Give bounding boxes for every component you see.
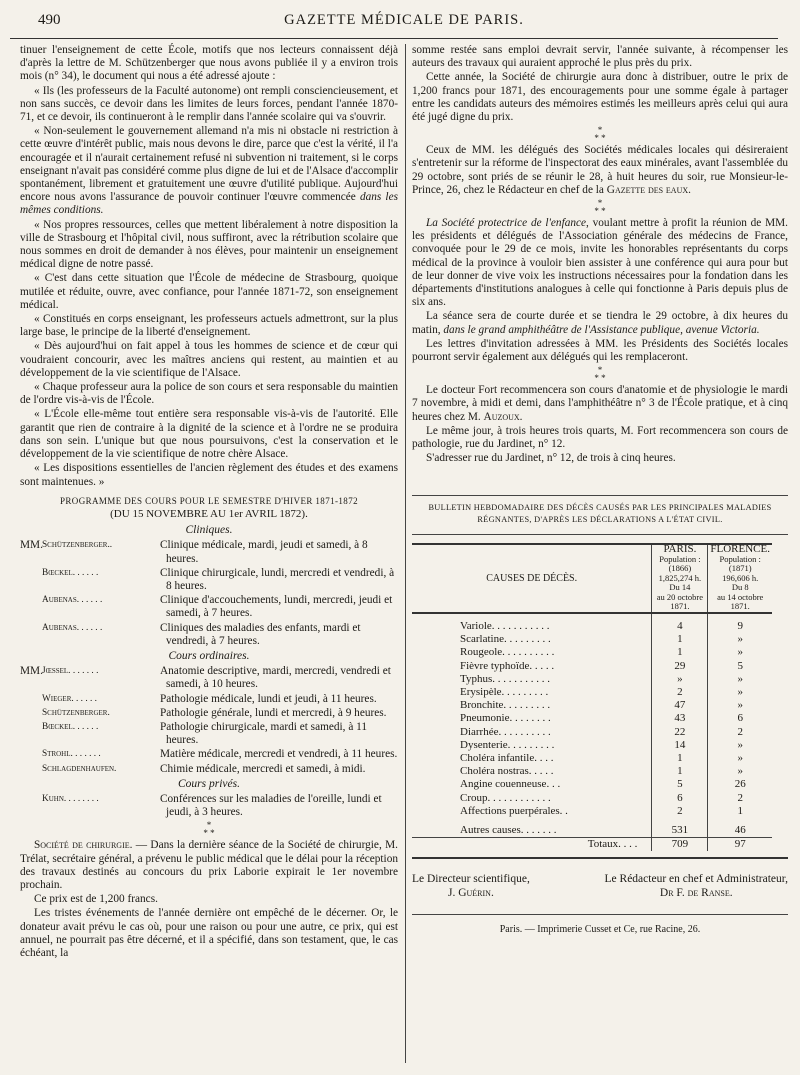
table-row [412,660,772,673]
text-run: La séance sera de courte durée et se tiendra le 29 octobre, à dix heures du matin, [412,310,788,336]
paris-cell: 22 [652,726,708,739]
course-description: Pathologie médicale, lundi et jeudi, à 11 heures. [160,692,377,705]
paris-header [652,544,708,613]
course-description: Cliniques des maladies des enfants, mardi et vendredi, à 7 heures. [160,621,361,647]
professor-name: Schützenberger.. [42,540,113,551]
table-row [412,646,772,659]
text-run: « Non-seulement le gouvernement allemand n'a mis ni obstacle ni restriction à cette œuvre d'intérêt public, mais nous devons le dire, parce que c'est la vérité, il l'a encouragée et il n'aurait certainement refusé ni subvention ni traitement, si le corps enseignant n'avait pas considéré comme plus digne de lui et de l'Alsace d'accomplir spontanément, librement et gratuitement une œuvre d'utilité publique. Aujourd'hui encore nous avons l'assurance de pouvoir continuer l'œuvre commencée [20,125,398,204]
separator-stars: * * * [594,125,606,144]
header-info-line: au 14 octobre [717,591,764,602]
florence-title: FLORENCE. [710,543,770,556]
paragraph: « Nos propres ressources, celles que mettent libéralement à notre disposition la ville de Strasbourg et l'hôpital civil, nous suffiront, avec la rétribution scolaire que nous sommes en droit de demander à nos élèves, pour maintenir un enseignement médical digne de notre passé. [20,218,398,271]
paragraph [412,384,788,424]
paris-cell: 1 [652,633,708,646]
professor-name: Jœssel. . . . . . . [42,666,99,677]
table-row [412,699,772,712]
professor-name: Bœckel. . . . . . [42,567,99,578]
course-description: Chimie médicale, mercredi et samedi, à midi. [160,762,366,775]
paragraph: « Constitués en corps enseignant, les professeurs actuels admettront, sur la plus large base, le principe de la liberté d'enseignement. [20,313,398,339]
professor-name: Aubenas. . . . . . [42,595,103,606]
cause-cell: Typhus. . . . . . . . . . . [460,672,550,685]
signatures [412,873,788,899]
deaths-table [412,543,772,851]
table-row [412,613,772,633]
paris-cell: 1 [652,646,708,659]
bulletin-title [412,502,788,526]
separator-stars: * * * [594,198,606,217]
signature-editor [605,873,788,899]
florence-info [710,555,770,612]
course-row [20,665,398,691]
small-caps-text: Auzoux. [483,410,523,423]
florence-cell: » [708,686,772,699]
mm-label [20,594,42,620]
table-row [412,792,772,805]
paragraph: Les lettres d'invitation adressées à MM. les Présidents des Sociétés locales pourront servir également aux délégués qui les remplaceront. [412,337,788,364]
mm-label [20,793,42,819]
cause-cell: Dysenterie. . . . . . . . . [460,738,555,751]
signature-name: Dr F. de Ranse. [659,886,733,899]
florence-cell: 2 [708,792,772,805]
course-list-ordinaires [20,665,398,776]
paragraph: Le même jour, à trois heures trois quarts, M. Fort recommencera son cours de pathologie, rue du Jardinet, n° 12. [412,424,788,451]
florence-cell: » [708,752,772,765]
table-row [412,633,772,646]
florence-cell: 5 [708,660,772,673]
section-heading-ordinaires: Cours ordinaires. [168,649,250,662]
header-info-line: (1871) [728,563,752,574]
cause-cell: Angine couenneuse. . . [460,778,561,791]
signature-name: J. Guérin. [447,886,494,899]
paragraph: Les tristes événements de l'année dernière ont empêché de le décerner. Or, le donateur avait prévu le cas où, pour une raison ou pour une autre, ce prix, qui est annuel, ne pourrait pas être décerné, et il a spécifié, dans son testament, que, le cas échéant, la [20,907,398,959]
signature-title: Le Rédacteur en chef et Administrateur, [604,873,788,886]
header-info-line: au 20 octobre [656,591,704,602]
table-row [412,739,772,752]
florence-cell: » [708,739,772,752]
right-column [412,44,788,936]
bulletin-title-line: BULLETIN HEBDOMADAIRE DES DÉCÈS CAUSÉS PAR LES PRINCIPALES MALADIES [428,503,772,513]
text-run: , voulant mettre à profit la réunion de MM. les présidents et délégués de l'Association générale des médecins de France, convoquée pour le 29 de ce mois, invite les honorables représentants du corps médical de la province à vouloir bien assister à une conférence qui aura pour but de leur donner de vive voix les instructions nécessaires pour la fondation dans les départements d'institutions analogues à celle qui fonctionne à Paris depuis plus de six ans. [412,217,788,309]
table-row [412,765,772,778]
page-number: 490 [38,12,61,28]
florence-cell: » [708,633,772,646]
header-info-line: 1,825,274 h. [658,572,702,583]
paris-cell: 1 [652,765,708,778]
header-info-line: 196,606 h. [722,572,759,583]
cause-cell: Choléra nostras. . . . . [460,765,554,778]
florence-cell: » [708,699,772,712]
program-dates: (DU 15 NOVEMBRE AU 1er AVRIL 1872). [110,507,308,520]
paris-cell: 4 [652,613,708,633]
mm-label: MM. [20,665,43,678]
course-list-prives [20,793,398,819]
cause-cell: Autres causes. . . . . . . [460,824,557,837]
cause-cell: Bronchite. . . . . . . . . [460,699,551,712]
professor-name: Strohl. . . . . . . [42,749,101,760]
column-divider [405,44,406,1063]
cause-cell: Erysipèle. . . . . . . . . [460,686,549,698]
paris-cell: 43 [652,712,708,725]
cause-cell: Rougeole. . . . . . . . . . [460,646,555,659]
paragraph: « C'est dans cette situation que l'École de médecine de Strasbourg, quoique mutilée et réduite, ouvre, avec confiance, pour l'année 1871-72, son enseignement médical. [20,272,398,311]
paris-cell: 1 [652,752,708,765]
table-row [412,673,772,686]
course-row [20,707,398,720]
mm-label: MM. [20,539,43,552]
florence-cell: 9 [708,613,772,633]
paris-cell: 2 [652,805,708,818]
paragraph: Ce prix est de 1,200 francs. [34,893,158,906]
florence-cell: » [708,765,772,778]
italic-text: dans le grand amphithéâtre de l'Assistance publique, avenue Victoria. [443,323,760,336]
table-header-row [412,544,772,613]
cause-cell: Affections puerpérales. . [460,804,568,817]
florence-cell: 6 [708,712,772,725]
total-florence: 97 [708,838,772,852]
paragraph: « Les dispositions essentielles de l'ancien règlement des études et des examens sont maintenues. » [20,462,398,488]
header-rule [10,38,778,39]
table-row [412,752,772,765]
header-info-line: (1866) [668,563,692,574]
italic-text: La Société protectrice de l'enfance [426,217,587,230]
causes-header: CAUSES DE DÉCÈS. [486,572,578,584]
course-description: Clinique chirurgicale, lundi, mercredi et vendredi, à 8 heures. [160,566,395,592]
header-info-line: 1871. [670,601,690,612]
course-description: Conférences sur les maladies de l'oreille, lundi et jeudi, à 3 heures. [160,792,382,819]
mm-label [20,707,42,720]
imprint: Paris. — Imprimerie Cusset et Ce, rue Racine, 26. [412,914,788,936]
paragraph: S'adresser rue du Jardinet, n° 12, de trois à cinq heures. [426,452,676,465]
header-info-line: 1871. [730,601,750,612]
paris-cell: » [652,673,708,686]
text-run: — Dans la dernière séance de la Société de chirurgie, M. Trélat, secrétaire général, a prévenu le public médical que le délai pour la réception des travaux destinés au concours du prix Laborie expirait le 1er novembre prochain. [20,839,398,891]
professor-name: Bœckel. . . . . . [42,721,99,732]
table-row [412,818,772,838]
mm-label [20,748,42,761]
bulletin-title-line: RÉGNANTES, D'APRÈS LES DÉCLARATIONS A L'ÉTAT CIVIL. [477,515,723,525]
paris-cell: 5 [652,778,708,791]
paragraph: « Chaque professeur aura la police de son cours et sera responsable du maintien de l'ordre vis-à-vis de l'École. [20,381,398,407]
page-header [30,10,778,32]
paragraph [412,310,788,336]
totals-row [412,838,772,852]
paragraph [20,839,398,892]
paragraph [412,217,788,309]
course-row [20,748,398,761]
paris-info [654,555,705,612]
mm-label [20,693,42,706]
course-list-cliniques [20,539,398,648]
separator-stars: * * * [203,820,215,839]
separator-stars: * * * [594,365,606,384]
left-column [20,44,398,961]
course-row [20,693,398,706]
header-info-line: Du 14 [669,582,691,593]
table-body [412,613,772,838]
header-info-line: Population : [659,553,701,564]
paragraph [412,144,788,197]
florence-cell: 46 [708,818,772,838]
table-row [412,778,772,791]
course-description: Matière médicale, mercredi et vendredi, à 11 heures. [160,748,398,761]
cause-cell: Choléra infantile. . . . [460,752,554,765]
total-paris: 709 [652,838,708,852]
course-description: Pathologie chirurgicale, mardi et samedi, à 11 heures. [160,720,368,747]
totals-label: Totaux. . . . [412,838,652,852]
course-description: Clinique d'accouchements, lundi, mercredi, jeudi et samedi, à 7 heures. [160,594,393,620]
header-info-line: Population : [719,553,761,564]
professor-name: Schützenberger. [42,707,110,718]
florence-cell: 1 [708,805,772,818]
course-row [20,721,398,747]
paragraph: somme restée sans emploi devrait servir, l'année suivante, à récompenser les auteurs des travaux qui auraient approché le plus près du prix. [412,44,788,70]
cause-cell: Scarlatine. . . . . . . . . [460,633,551,646]
professor-name: Aubenas. . . . . . [42,622,103,633]
mm-label [20,622,42,648]
table-row [412,805,772,818]
signature-title: Le Directeur scientifique, [412,873,530,886]
professor-name: Schlagdenhaufen. [42,763,117,774]
paris-cell: 47 [652,699,708,712]
course-row [20,793,398,819]
paragraph: « Dès aujourd'hui on fait appel à tous les hommes de science et de cœur qui voudraient concourir, avec les maîtres anciens qui restent, au maintien et au développement de la vie scientifique de l'Alsace. [20,340,398,379]
cause-cell: Fièvre typhoïde. . . . . [460,659,555,672]
cause-cell: Pneumonie. . . . . . . . [460,712,551,725]
florence-cell: 2 [708,726,772,739]
paragraph: « Ils (les professeurs de la Faculté autonome) ont rempli consciencieusement, et non sans succès, ce devoir dans les limites de leurs forces, pendant l'année 1870-71, et ce devoir, ils continueront à le remplir dans l'année scolaire qui va s'ouvrir. [20,84,398,124]
florence-cell: 26 [708,778,772,791]
italic-text: dans les mêmes conditions. [20,191,398,217]
table-row [412,712,772,725]
professor-name: Wieger. . . . . . [42,693,97,704]
section-heading-cliniques: Cliniques. [185,524,233,537]
header-info-line: Du 8 [731,582,749,593]
paris-cell: 531 [652,818,708,838]
course-row [20,763,398,776]
paris-cell: 29 [652,660,708,673]
text-run: Ceux de MM. les délégués des Sociétés médicales locales qui désireraient s'entretenir sur la réforme de l'inspectorat des eaux minérales, avant l'assemblée du 29 octobre, sont priés de se réunir le 28, à huit heures du soir, rue Monsieur-le-Prince, 26, chez le Rédacteur en chef de la [412,144,788,196]
cause-cell: Croup. . . . . . . . . . . . [460,791,551,804]
journal-title: GAZETTE MÉDICALE DE PARIS. [284,12,524,28]
small-caps-text: Gazette des eaux. [606,183,691,196]
course-description: Clinique médicale, mardi, jeudi et samedi, à 8 heures. [160,539,368,565]
paris-cell: 2 [652,686,708,699]
course-row [20,567,398,593]
course-row [20,539,398,565]
paragraph: tinuer l'enseignement de cette École, motifs que nos lecteurs connaissent déjà d'après la lettre de M. Schützenberger que nous avons publiée il y a environ trois mois (n° 34), le document qui nous a été adressé ajoute : [20,44,398,83]
course-row [20,594,398,620]
mm-label [20,763,42,776]
paragraph [20,125,398,217]
professor-name: Kuhn. . . . . . . . [42,793,99,804]
cause-cell: Variole. . . . . . . . . . . [460,619,550,632]
cause-cell: Diarrhée. . . . . . . . . . [460,725,551,738]
text-run: Le docteur Fort recommencera son cours d'anatomie et de physiologie le mardi 7 novembre, à midi et demi, dans l'amphithéâtre n° 3 de l'École pratique, et à cinq heures chez M. [412,384,788,423]
paragraph: « L'École elle-même tout entière sera responsable vis-à-vis de l'autorité. Elle garantit que rien de contraire à la dignité de la science et à l'ordre ne se produira dans son sein. L'unique but que nous poursuivons, c'est la conservation et le développement de la vie scientifique de notre chère Alsace. [20,408,398,461]
course-description: Pathologie générale, lundi et mercredi, à 9 heures. [160,706,387,719]
paragraph: Cette année, la Société de chirurgie aura donc à distribuer, outre le prix de 1,200 francs pour 1871, des encouragements pour une somme égale à partager entre les candidats auteurs des mémoires estimés les meilleurs après celui qui aura été jugé digne du prix. [412,71,788,124]
mm-label [20,721,42,747]
paris-title: PARIS. [663,543,697,556]
paris-cell: 14 [652,739,708,752]
table-row [412,726,772,739]
florence-header [708,544,772,613]
section-heading-prives: Cours privés. [178,777,240,790]
table-row [412,686,772,699]
florence-cell: » [708,673,772,686]
course-row [20,622,398,648]
paris-cell: 6 [652,792,708,805]
program-title: PROGRAMME DES COURS POUR LE SEMESTRE D'HIVER 1871-1872 [60,495,358,506]
course-description: Anatomie descriptive, mardi, mercredi, vendredi et samedi, à 10 heures. [160,665,391,691]
florence-cell: » [708,646,772,659]
mm-label [20,567,42,593]
signature-director [412,873,530,899]
section-label: Société de chirurgie. [34,839,133,852]
